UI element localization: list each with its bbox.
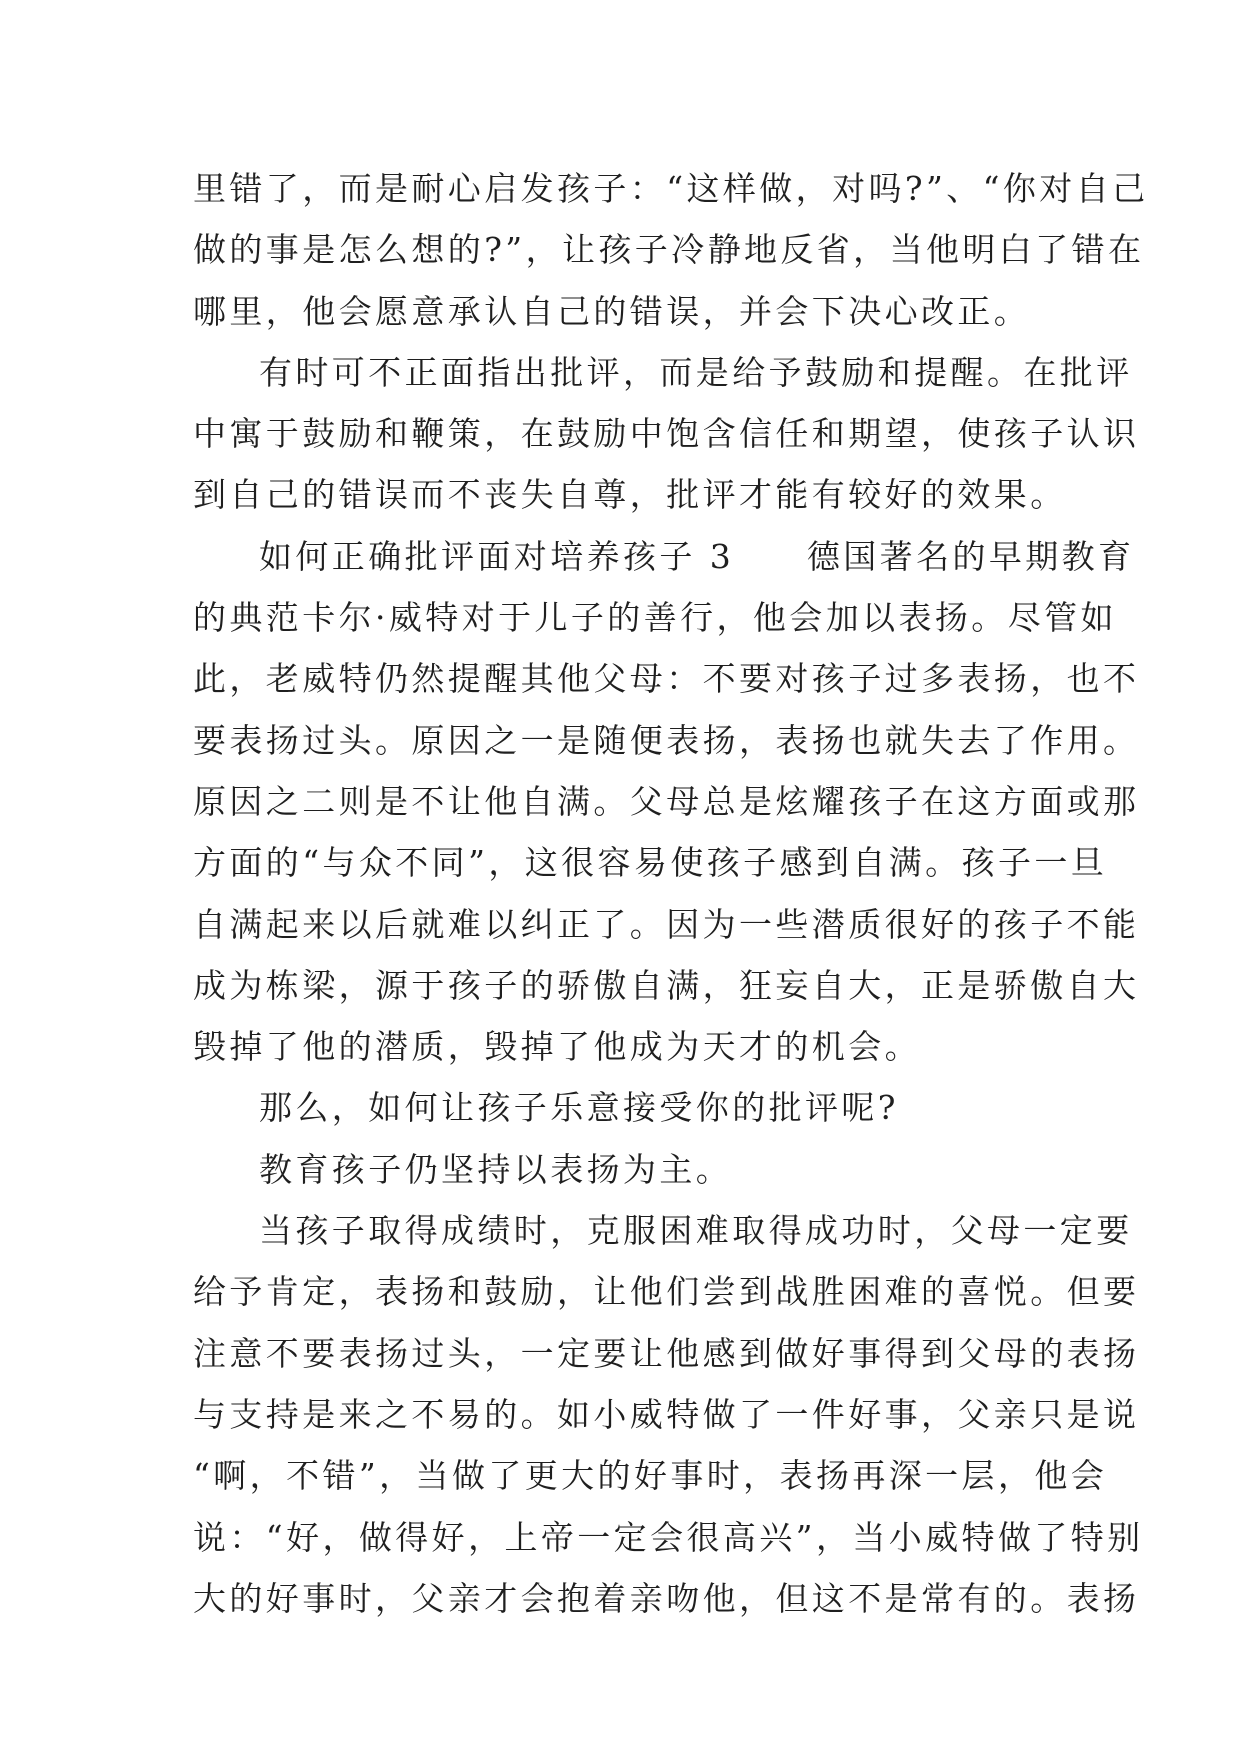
text-line: 成为栋梁，源于孩子的骄傲自满，狂妄自大，正是骄傲自大 xyxy=(193,965,1140,1005)
text-line: 此，老威特仍然提醒其他父母：不要对孩子过多表扬，也不 xyxy=(193,659,1140,699)
text-line: 方面的“与众不同”，这很容易使孩子感到自满。孩子一旦 xyxy=(193,843,1108,883)
text-line: 注意不要表扬过头，一定要让他感到做好事得到父母的表扬 xyxy=(193,1333,1140,1373)
text-line: 教育孩子仍坚持以表扬为主。 xyxy=(259,1149,733,1189)
text-line: 那么，如何让孩子乐意接受你的批评呢? xyxy=(259,1088,899,1128)
text-line: 原因之二则是不让他自满。父母总是炫耀孩子在这方面或那 xyxy=(193,781,1140,821)
text-line: 如何正确批评面对培养孩子 3 德国著名的早期教育 xyxy=(259,536,1135,576)
text-line: 当孩子取得成绩时，克服困难取得成功时，父母一定要 xyxy=(259,1211,1133,1251)
text-line: 有时可不正面指出批评，而是给予鼓励和提醒。在批评 xyxy=(259,352,1133,392)
text-line: 到自己的错误而不丧失自尊，批评才能有较好的效果。 xyxy=(193,475,1067,515)
text-line: 的典范卡尔·威特对于儿子的善行，他会加以表扬。尽管如 xyxy=(193,598,1117,638)
text-line: 自满起来以后就难以纠正了。因为一些潜质很好的孩子不能 xyxy=(193,904,1140,944)
text-line: 毁掉了他的潜质，毁掉了他成为天才的机会。 xyxy=(193,1027,921,1067)
text-line: 做的事是怎么想的?”，让孩子冷静地反省，当他明白了错在 xyxy=(193,230,1145,270)
text-line: 中寓于鼓励和鞭策，在鼓励中饱含信任和期望，使孩子认识 xyxy=(193,414,1140,454)
text-line: 要表扬过头。原因之一是随便表扬，表扬也就失去了作用。 xyxy=(193,720,1140,760)
text-line: 哪里，他会愿意承认自己的错误，并会下决心改正。 xyxy=(193,291,1031,331)
body-text xyxy=(193,158,1149,1629)
text-line: 说：“好，做得好，上帝一定会很高兴”，当小威特做了特别 xyxy=(193,1517,1144,1557)
text-line: 里错了，而是耐心启发孩子：“这样做，对吗?”、“你对自己 xyxy=(193,169,1149,208)
text-line: 与支持是来之不易的。如小威特做了一件好事，父亲只是说 xyxy=(193,1394,1140,1434)
text-line: 给予肯定，表扬和鼓励，让他们尝到战胜困难的喜悦。但要 xyxy=(193,1272,1140,1312)
text-line: 大的好事时，父亲才会抱着亲吻他，但这不是常有的。表扬 xyxy=(193,1578,1140,1618)
text-line: “啊，不错”，当做了更大的好事时，表扬再深一层，他会 xyxy=(193,1456,1108,1496)
